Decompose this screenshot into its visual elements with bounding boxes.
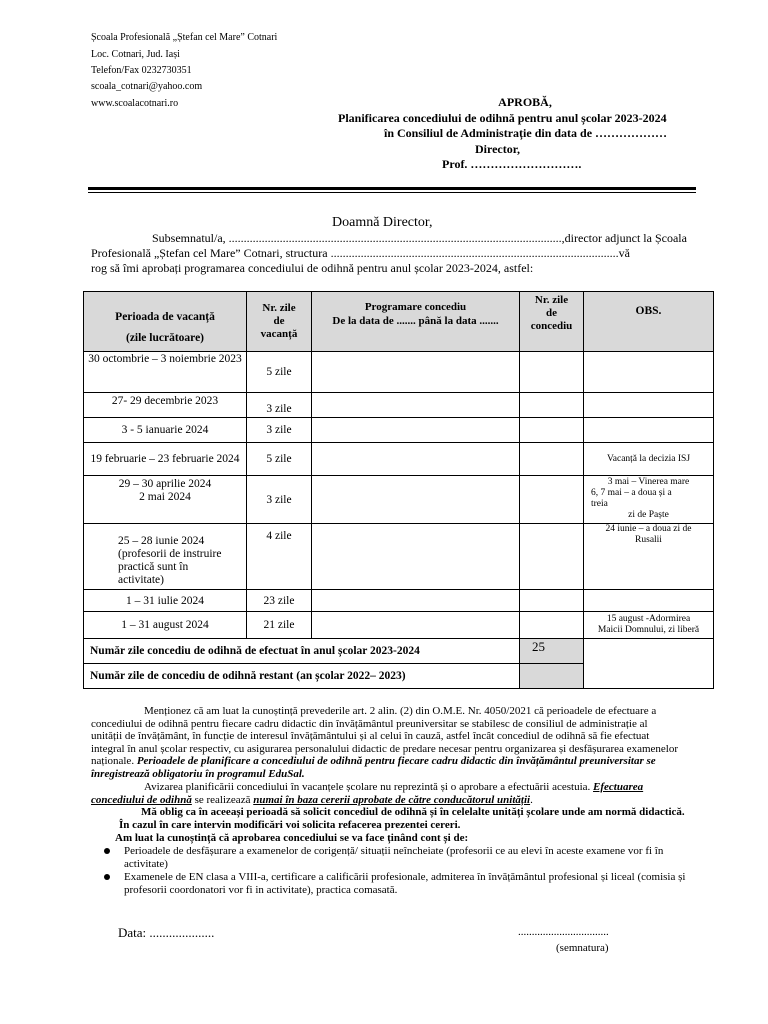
obs-cell: 3 mai – Vinerea mare 6, 7 mai – a doua și a treia zi de Paște bbox=[584, 476, 714, 524]
schedule-cell[interactable] bbox=[312, 612, 520, 639]
header-schedule: Programare concediu De la data de ....... până la data ....... bbox=[312, 292, 520, 352]
days-cell: 3 zile bbox=[247, 476, 312, 524]
days-cell: 21 zile bbox=[247, 612, 312, 639]
total-row bbox=[84, 639, 714, 664]
period-cell: 1 – 31 august 2024 bbox=[84, 612, 247, 639]
signature-field[interactable]: ................................. bbox=[518, 926, 609, 938]
schedule-cell[interactable] bbox=[312, 393, 520, 418]
request-line-1: Subsemnatul/a, ...............................................................................................................,director adjunct la Școala bbox=[152, 231, 687, 245]
schedule-cell[interactable] bbox=[312, 590, 520, 612]
notice-p2: Avizarea planificării concediului în vacanțele școlare nu reprezintă și o aprobare a efectuării acestuia. Efectuarea concediului de odihnă se realizează numai în baza cererii aprobate de către conducătorul unității. bbox=[91, 781, 644, 806]
bullet-icon bbox=[104, 874, 110, 880]
obs-cell bbox=[584, 393, 714, 418]
total-value[interactable]: 25 bbox=[520, 639, 584, 664]
period-cell: 25 – 28 iunie 2024 (profesorii de instruire practică sunt în activitate) bbox=[84, 524, 247, 590]
school-phone: Telefon/Fax 0232730351 bbox=[91, 65, 192, 76]
obs-cell bbox=[584, 352, 714, 393]
header-period: Perioada de vacanță (zile lucrătoare) bbox=[84, 292, 247, 352]
date-field[interactable]: Data: .................... bbox=[118, 925, 215, 940]
days-cell: 23 zile bbox=[247, 590, 312, 612]
leave-days-cell[interactable] bbox=[520, 418, 584, 443]
table-header-row bbox=[84, 292, 714, 352]
schedule-cell[interactable] bbox=[312, 476, 520, 524]
days-cell: 4 zile bbox=[247, 524, 312, 590]
table-row bbox=[84, 418, 714, 443]
obs-cell bbox=[584, 418, 714, 443]
period-cell: 19 februarie – 23 februarie 2024 bbox=[84, 443, 247, 476]
leave-days-cell[interactable] bbox=[520, 590, 584, 612]
approval-prof: Prof. ………………………. bbox=[442, 157, 582, 171]
leave-days-cell[interactable] bbox=[520, 524, 584, 590]
table-row bbox=[84, 524, 714, 590]
separator-thick bbox=[88, 187, 696, 190]
vacation-table bbox=[83, 291, 714, 689]
notice-p1: Menționez că am luat la cunoștință prevederile art. 2 alin. (2) din O.M.E. Nr. 4050/2021 că perioadele de efectuare a concediului de odihnă pentru fiecare cadru didactic din învățământul preuniversitar se stabilesc de consiliul de administrație al unității de învățământ, în funcție de interesul învățământului și al celui în cauză, astfel încât concediul de odihnă să fie efectuat integral în anul școlar respectiv, cu asigurarea personalului didactic de predare necesar pentru organizarea și desfășurarea examenelor naționale. Perioadele de planificare a concediului de odihnă pentru fiecare cadru didactic din învățământul preuniversitar se înregistrează obligatoriu în programul EduSal. bbox=[91, 705, 678, 780]
separator-thin bbox=[88, 192, 696, 193]
schedule-cell[interactable] bbox=[312, 352, 520, 393]
table-row bbox=[84, 476, 714, 524]
leave-days-cell[interactable] bbox=[520, 393, 584, 418]
modification-line: În cazul în care intervin modificări voi solicita refacerea prezentei cereri. bbox=[119, 819, 461, 831]
obs-cell: 24 iunie – a doua zi de Rusalii bbox=[584, 524, 714, 590]
header-obs: OBS. bbox=[584, 292, 714, 352]
bullet-item-1: Perioadele de desfășurare a examenelor de corigență/ situații neîncheiate (profesorii ce au elevi în aceste examene vor fi în activitate) bbox=[124, 845, 664, 870]
approval-subject: Planificarea concediului de odihnă pentru anul școlar 2023-2024 bbox=[338, 110, 667, 125]
header-leave-days: Nr. zile de concediu bbox=[520, 292, 584, 352]
total-label: Număr zile concediu de odihnă de efectuat în anul școlar 2023-2024 bbox=[84, 639, 520, 664]
commitment-line: Mă oblig ca în aceeași perioadă să solicit concediul de odihnă și în celelalte unități școlare unde am normă didactică. bbox=[141, 806, 685, 818]
leave-days-cell[interactable] bbox=[520, 352, 584, 393]
days-cell: 3 zile bbox=[247, 393, 312, 418]
approval-director: Director, bbox=[475, 141, 520, 156]
schedule-cell[interactable] bbox=[312, 418, 520, 443]
approval-block bbox=[330, 95, 700, 173]
total-obs-cell bbox=[584, 639, 714, 689]
school-name: Școala Profesională „Ștefan cel Mare” Cotnari bbox=[91, 32, 278, 43]
days-cell: 5 zile bbox=[247, 443, 312, 476]
table-row bbox=[84, 393, 714, 418]
approval-title: APROBĂ, bbox=[498, 95, 552, 109]
restant-label: Număr zile de concediu de odihnă restant (an școlar 2022– 2023) bbox=[84, 664, 520, 689]
table-row bbox=[84, 443, 714, 476]
obs-cell bbox=[584, 590, 714, 612]
period-cell: 30 octombrie – 3 noiembrie 2023 bbox=[84, 352, 247, 393]
leave-days-cell[interactable] bbox=[520, 443, 584, 476]
obs-cell: 15 august -Adormirea Maicii Domnului, zi liberă bbox=[584, 612, 714, 639]
period-cell: 27- 29 decembrie 2023 bbox=[84, 393, 247, 418]
obs-cell: Vacanță la decizia ISJ bbox=[584, 443, 714, 476]
acknowledgement-line: Am luat la cunoștință că aprobarea concediului se va face ținând cont și de: bbox=[115, 832, 469, 844]
days-cell: 3 zile bbox=[247, 418, 312, 443]
request-line-2: Profesională „Ștefan cel Mare” Cotnari, structura ................................................................................................vă bbox=[91, 246, 630, 260]
salutation: Doamnă Director, bbox=[332, 215, 433, 230]
leave-days-cell[interactable] bbox=[520, 476, 584, 524]
days-cell: 5 zile bbox=[247, 352, 312, 393]
table-row bbox=[84, 352, 714, 393]
schedule-cell[interactable] bbox=[312, 443, 520, 476]
restant-value[interactable] bbox=[520, 664, 584, 689]
table-row bbox=[84, 612, 714, 639]
header-vacation-days: Nr. zile de vacanță bbox=[247, 292, 312, 352]
school-locality: Loc. Cotnari, Jud. Iași bbox=[91, 49, 180, 60]
schedule-cell[interactable] bbox=[312, 524, 520, 590]
school-email: scoala_cotnari@yahoo.com bbox=[91, 81, 203, 92]
leave-days-cell[interactable] bbox=[520, 612, 584, 639]
signature-label: (semnatura) bbox=[556, 942, 609, 954]
table-row bbox=[84, 590, 714, 612]
request-line-3: rog să îmi aprobați programarea concediului de odihnă pentru anul școlar 2023-2024, astfel: bbox=[91, 261, 534, 275]
approval-council-date: în Consiliul de Administrație din data de ……………… bbox=[384, 126, 668, 140]
school-website: www.scoalacotnari.ro bbox=[91, 98, 179, 109]
period-cell: 1 – 31 iulie 2024 bbox=[84, 590, 247, 612]
bullet-item-2: Examenele de EN clasa a VIII-a, certificare a calificării profesionale, admiterea în învățământul profesional și liceal (comisia și profesorii coordonatori vor fi in activitate), practica comasată. bbox=[124, 871, 686, 896]
period-cell: 29 – 30 aprilie 2024 2 mai 2024 bbox=[84, 476, 247, 524]
period-cell: 3 - 5 ianuarie 2024 bbox=[84, 418, 247, 443]
bullet-icon bbox=[104, 848, 110, 854]
